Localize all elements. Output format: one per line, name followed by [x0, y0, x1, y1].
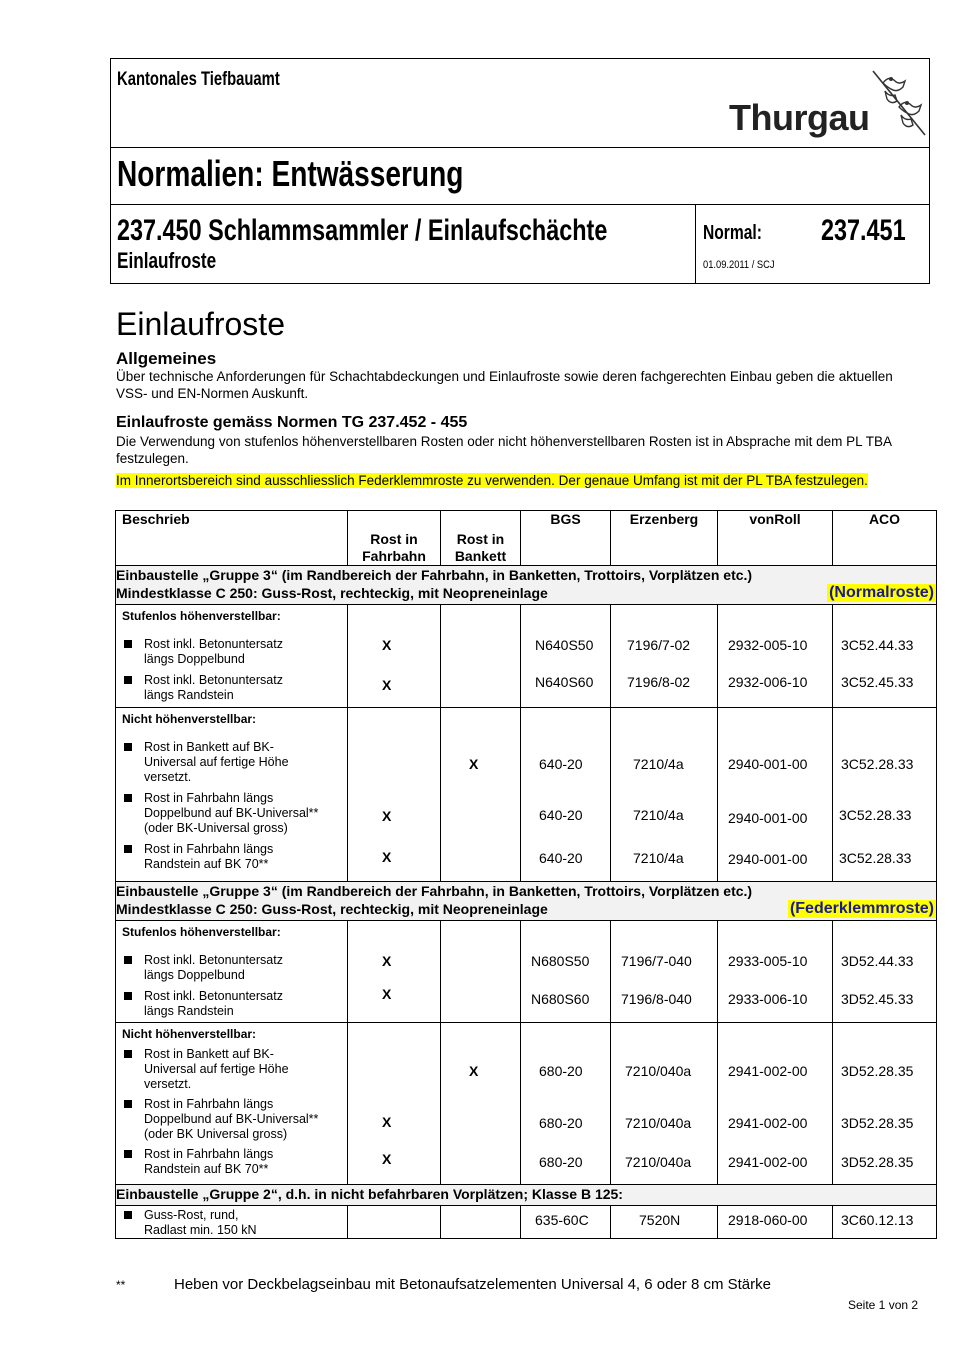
norm-heading: Einlaufroste gemäss Normen TG 237.452 - 455 — [116, 414, 468, 431]
col-bankett-line2: Bankett — [454, 548, 507, 564]
subheading-adjustable: Stufenlos höhenverstellbar: — [122, 925, 281, 939]
erzenberg-value: 7210/040a — [625, 1154, 692, 1170]
footnote-marker: ** — [116, 1278, 126, 1292]
erzenberg-value: 7196/8-040 — [621, 991, 692, 1007]
table-row-group3 — [116, 1206, 937, 1239]
section-row-federklemmroste — [116, 882, 937, 921]
aco-value: 3D52.28.35 — [841, 1063, 914, 1079]
list-item: Rost inkl. Betonuntersatz längs Randstein — [116, 989, 347, 1019]
section2-line1: Einbaustelle „Gruppe 3“ (im Randbereich der Fahrbahn, in Banketten, Trottoirs, Vorplätzen etc.) — [116, 883, 753, 899]
bgs-value: N640S50 — [535, 637, 594, 653]
document-title: Normalien: Entwässerung — [117, 153, 464, 194]
column-header-vonroll: vonRoll — [718, 511, 833, 566]
x-mark: X — [382, 677, 392, 693]
section3-line1: Einbaustelle „Gruppe 2“, d.h. in nicht befahrbaren Vorplätzen; Klasse B 125: — [116, 1185, 937, 1206]
list-item: Rost in Fahrbahn längs Randstein auf BK 70** — [116, 842, 347, 872]
section1-line1: Einbaustelle „Gruppe 3“ (im Randbereich der Fahrbahn, in Banketten, Trottoirs, Vorplätzen etc.) — [116, 567, 753, 583]
erzenberg-value: 7210/4a — [633, 807, 684, 823]
erzenberg-value: 7196/7-02 — [627, 637, 691, 653]
highlight-text: Im Innerortsbereich sind ausschliesslich Federklemmroste zu verwenden. Der genaue Umfang ist mit der PL TBA festzulegen. — [116, 473, 868, 488]
bullet-icon — [124, 845, 132, 853]
aco-value: 3C60.12.13 — [841, 1212, 914, 1228]
header-divider — [695, 204, 696, 283]
vonroll-value: 2933-005-10 — [728, 953, 808, 969]
col-fahrbahn-line2: Fahrbahn — [362, 548, 426, 564]
list-item: Rost in Bankett auf BK- Universal auf fertige Höhe versetzt. — [116, 1047, 347, 1092]
vonroll-value: 2940-001-00 — [728, 810, 808, 826]
federklemmroste-tag: (Federklemmroste) — [789, 900, 934, 917]
vonroll-value: 2941-002-00 — [728, 1063, 808, 1079]
bgs-value: 635-60C — [535, 1212, 589, 1228]
x-mark: X — [382, 953, 392, 969]
aco-value: 3D52.28.35 — [841, 1115, 914, 1131]
bgs-value: N680S50 — [531, 953, 590, 969]
bullet-icon — [124, 1211, 132, 1219]
bullet-icon — [124, 1150, 132, 1158]
aco-value: 3C52.28.33 — [841, 756, 914, 772]
page-number: Seite 1 von 2 — [848, 1298, 919, 1312]
vonroll-value: 2918-060-00 — [728, 1212, 808, 1228]
footnote-text: Heben vor Deckbelagseinbau mit Betonaufsatzelementen Universal 4, 6 oder 8 cm Stärke — [174, 1276, 771, 1293]
aco-value: 3C52.28.33 — [839, 807, 912, 823]
aco-value: 3C52.44.33 — [841, 637, 914, 653]
list-item: Rost inkl. Betonuntersatz längs Randstein — [116, 673, 347, 703]
bgs-value: 680-20 — [539, 1115, 583, 1131]
column-header-rost-bankett — [441, 511, 521, 566]
erzenberg-value: 7196/8-02 — [627, 674, 691, 690]
subheading-adjustable: Stufenlos höhenverstellbar: — [122, 609, 281, 623]
aco-value: 3C52.45.33 — [841, 674, 914, 690]
bgs-value: N640S60 — [535, 674, 594, 690]
bgs-value: 680-20 — [539, 1154, 583, 1170]
column-header-aco: ACO — [833, 511, 937, 566]
erzenberg-value: 7196/7-040 — [621, 953, 692, 969]
thurgau-coat-of-arms-icon — [869, 69, 927, 144]
subheading-fixed: Nicht höhenverstellbar: — [122, 1027, 257, 1041]
erzenberg-value: 7210/4a — [633, 756, 684, 772]
bullet-icon — [124, 640, 132, 648]
erzenberg-value: 7210/040a — [625, 1115, 692, 1131]
col-fahrbahn-line1: Rost in — [370, 531, 418, 547]
list-item: Rost in Fahrbahn längs Doppelbund auf BK-Universal** (oder BK-Universal gross) — [116, 791, 347, 836]
aco-value: 3D52.44.33 — [841, 953, 914, 969]
section2-line2: Mindestklasse C 250: Guss-Rost, rechteckig, mit Neopreneinlage — [116, 901, 548, 917]
vonroll-value: 2940-001-00 — [728, 851, 808, 867]
x-mark: X — [382, 1151, 392, 1167]
erzenberg-value: 7210/4a — [633, 850, 684, 866]
grate-table — [115, 510, 937, 1239]
column-header-beschrieb: Beschrieb — [116, 511, 348, 566]
col-bankett-line1: Rost in — [456, 531, 505, 547]
aco-value: 3D52.45.33 — [841, 991, 914, 1007]
vonroll-value: 2940-001-00 — [728, 756, 808, 772]
header-row-subtitle — [111, 204, 929, 283]
list-item: Rost inkl. Betonuntersatz längs Doppelbund — [116, 637, 347, 667]
section-subtitle: Einlaufroste — [117, 248, 217, 273]
table-row-group2-fixed — [116, 1023, 937, 1185]
page-heading: Einlaufroste — [116, 306, 285, 342]
bullet-icon — [124, 1100, 132, 1108]
bullet-icon — [124, 676, 132, 684]
bullet-icon — [124, 992, 132, 1000]
bgs-value: 640-20 — [539, 756, 583, 772]
aco-value: 3C52.28.33 — [839, 850, 912, 866]
logo-text: Thurgau — [729, 97, 870, 138]
norm-text: Die Verwendung von stufenlos höhenverstellbaren Rosten oder nicht höhenverstellbaren Rosten ist in Absprache mit dem PL TBA festzulegen. — [116, 434, 892, 466]
column-header-bgs: BGS — [521, 511, 611, 566]
erzenberg-value: 7210/040a — [625, 1063, 692, 1079]
x-mark: X — [382, 637, 392, 653]
section-title: 237.450 Schlammsammler / Einlaufschächte — [117, 214, 608, 247]
subheading-fixed: Nicht höhenverstellbar: — [122, 712, 257, 726]
vonroll-value: 2933-006-10 — [728, 991, 808, 1007]
bgs-value: 640-20 — [539, 807, 583, 823]
section1-line2: Mindestklasse C 250: Guss-Rost, rechteckig, mit Neopreneinlage — [116, 585, 548, 601]
list-item: Rost inkl. Betonuntersatz längs Doppelbund — [116, 953, 347, 983]
list-item: Guss-Rost, rund, Radlast min. 150 kN — [116, 1208, 347, 1238]
bullet-icon — [124, 794, 132, 802]
table-row-group1-fixed — [116, 708, 937, 882]
list-item: Rost in Bankett auf BK- Universal auf fertige Höhe versetzt. — [116, 740, 347, 785]
table-row-group2-adjustable — [116, 921, 937, 1023]
column-header-rost-fahrbahn — [348, 511, 441, 566]
x-mark: X — [382, 1114, 392, 1130]
list-item: Rost in Fahrbahn längs Doppelbund auf BK-Universal** (oder BK Universal gross) — [116, 1097, 347, 1142]
x-mark: X — [382, 849, 392, 865]
general-text: Über technische Anforderungen für Schachtabdeckungen und Einlaufroste sowie deren fachgerechten Einbau geben die aktuellen VSS- und EN-Normen Auskunft. — [116, 369, 893, 401]
bgs-value: 680-20 — [539, 1063, 583, 1079]
bullet-icon — [124, 743, 132, 751]
table-header-row — [116, 511, 937, 566]
general-heading: Allgemeines — [116, 349, 217, 368]
x-mark: X — [469, 756, 479, 772]
header-row-title — [111, 147, 929, 205]
erzenberg-value: 7520N — [639, 1212, 681, 1228]
bullet-icon — [124, 1050, 132, 1058]
normal-label: Normal: — [703, 222, 762, 244]
bgs-value: N680S60 — [531, 991, 590, 1007]
vonroll-value: 2941-002-00 — [728, 1154, 808, 1170]
document-header — [110, 58, 930, 284]
section-row-normalroste — [116, 566, 937, 605]
bgs-value: 640-20 — [539, 850, 583, 866]
normalroste-tag: (Normalroste) — [829, 584, 934, 601]
document-date: 01.09.2011 / SCJ — [703, 259, 775, 271]
header-row-organization — [111, 59, 929, 148]
vonroll-value: 2941-002-00 — [728, 1115, 808, 1131]
x-mark: X — [469, 1063, 479, 1079]
aco-value: 3D52.28.35 — [841, 1154, 914, 1170]
table-row-group1-adjustable — [116, 605, 937, 708]
vonroll-value: 2932-006-10 — [728, 674, 808, 690]
organization-name: Kantonales Tiefbauamt — [117, 69, 280, 90]
vonroll-value: 2932-005-10 — [728, 637, 808, 653]
column-header-erzenberg: Erzenberg — [611, 511, 718, 566]
highlight-note — [116, 472, 916, 489]
x-mark: X — [382, 986, 392, 1002]
normal-number: 237.451 — [821, 214, 906, 247]
list-item: Rost in Fahrbahn längs Randstein auf BK 70** — [116, 1147, 347, 1177]
section-row-gruppe2 — [116, 1185, 937, 1206]
bullet-icon — [124, 956, 132, 964]
x-mark: X — [382, 808, 392, 824]
